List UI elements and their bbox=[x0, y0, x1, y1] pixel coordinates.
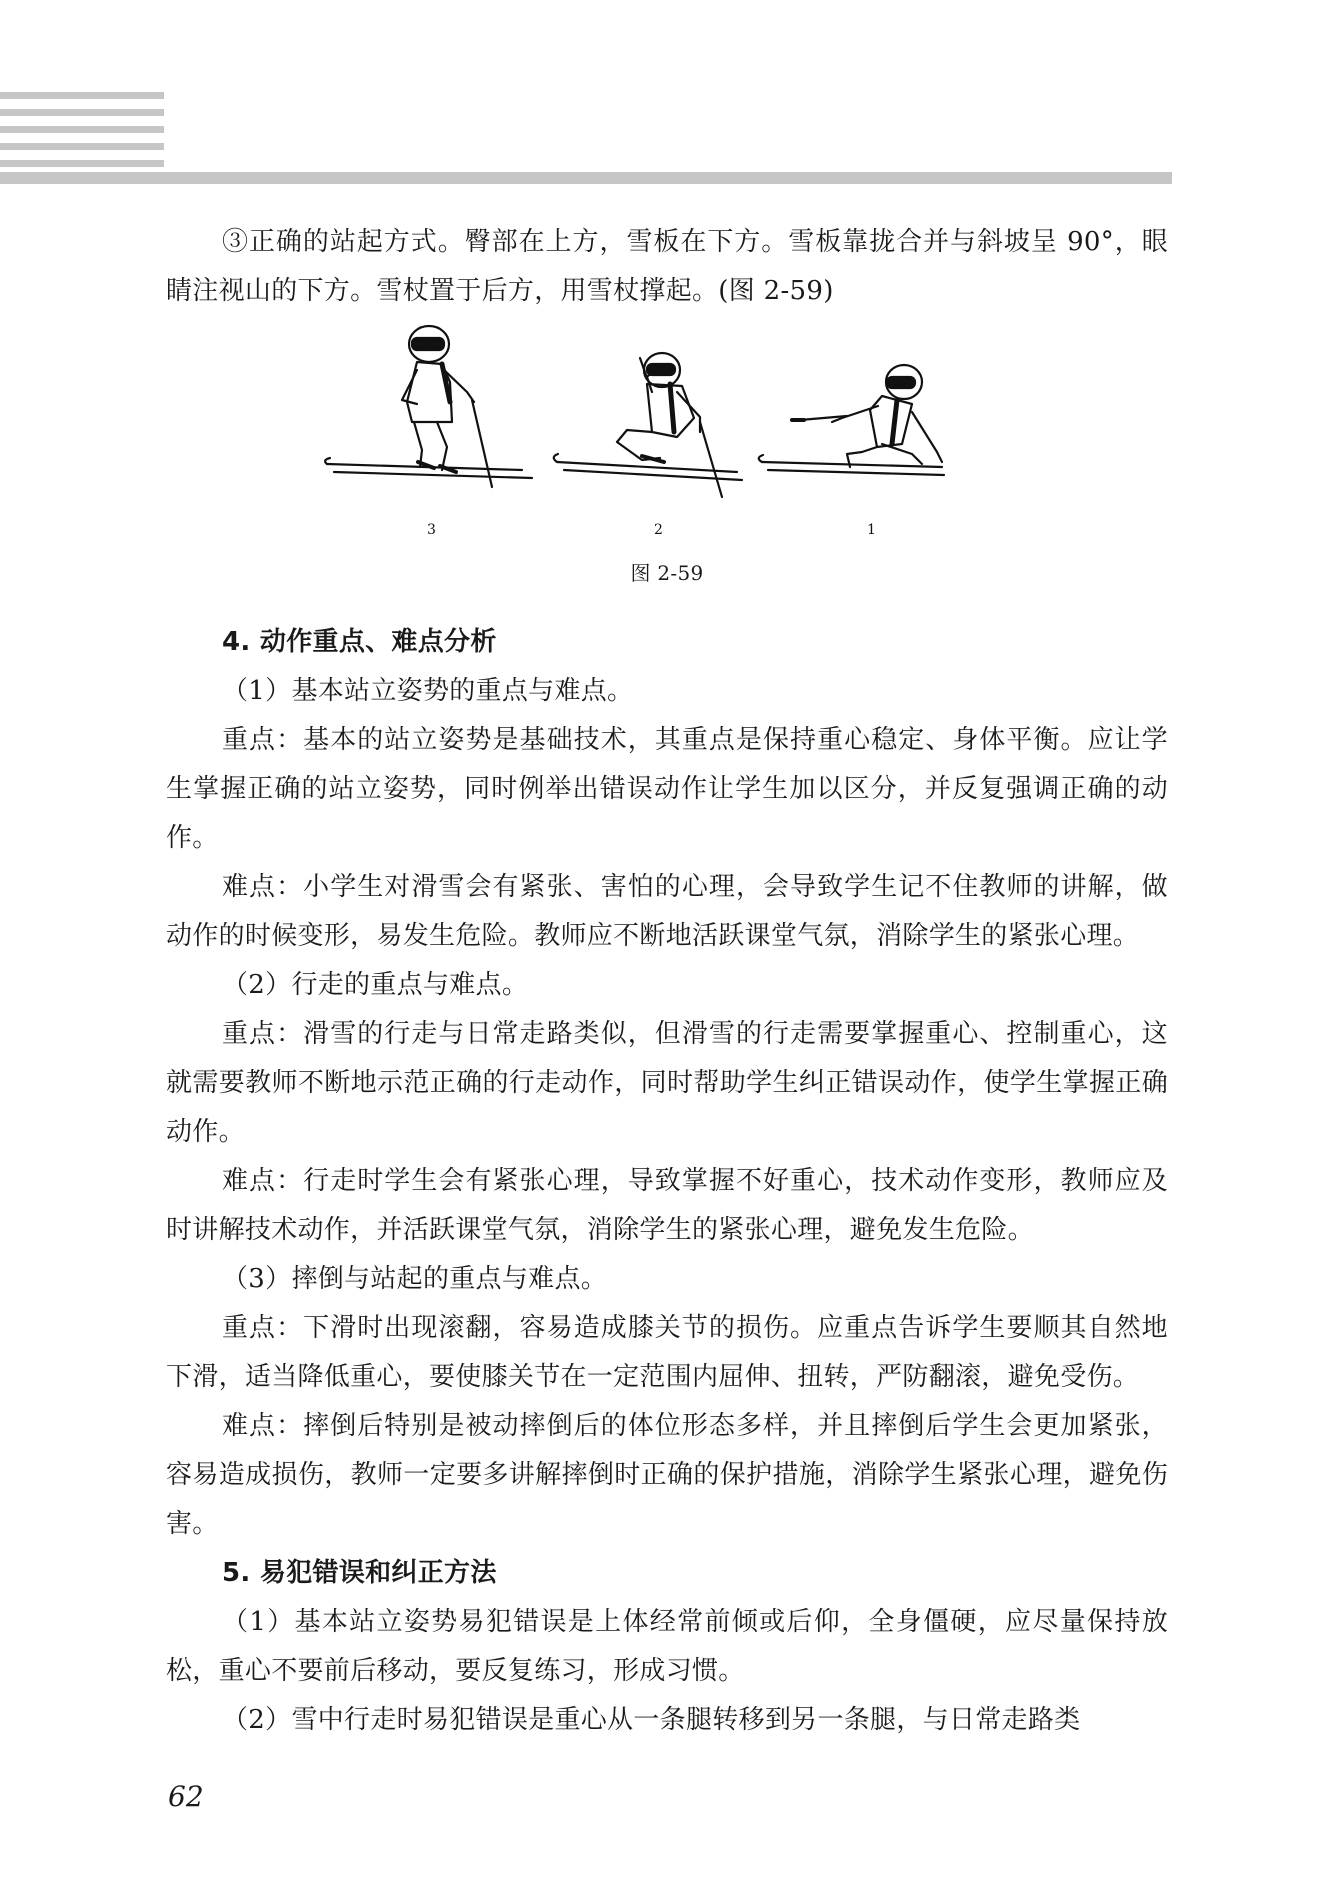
paragraph: （1）基本站立姿势的重点与难点。 bbox=[222, 676, 634, 706]
header-stripe bbox=[0, 92, 164, 99]
panel-label: 3 bbox=[427, 522, 437, 538]
page-body bbox=[166, 218, 1168, 1745]
header-stripe bbox=[0, 109, 164, 116]
section-heading: 4. 动作重点、难点分析 bbox=[222, 627, 497, 657]
skier-panel-1 bbox=[759, 365, 944, 475]
figure-2-59 bbox=[166, 322, 1168, 616]
paragraph: ③正确的站起方式。臀部在上方，雪板在下方。雪板靠拢合并与斜坡呈 90°，眼睛注视山的下方。雪杖置于后方，用雪杖撑起。(图 2-59) bbox=[166, 227, 1168, 306]
paragraph: 重点：滑雪的行走与日常走路类似，但滑雪的行走需要掌握重心、控制重心，这就需要教师不断地示范正确的行走动作，同时帮助学生纠正错误动作，使学生掌握正确动作。 bbox=[166, 1019, 1168, 1147]
header-stripe bbox=[0, 160, 164, 167]
panel-label: 1 bbox=[867, 522, 877, 538]
page-number: 62 bbox=[168, 1780, 204, 1813]
paragraph: 重点：基本的站立姿势是基础技术，其重点是保持重心稳定、身体平衡。应让学生掌握正确的站立姿势，同时例举出错误动作让学生加以区分，并反复强调正确的动作。 bbox=[166, 725, 1168, 853]
panel-label: 2 bbox=[654, 522, 664, 538]
paragraph: 难点：摔倒后特别是被动摔倒后的体位形态多样，并且摔倒后学生会更加紧张，容易造成损伤，教师一定要多讲解摔倒时正确的保护措施，消除学生紧张心理，避免伤害。 bbox=[166, 1411, 1168, 1539]
skier-panel-2 bbox=[554, 353, 742, 497]
paragraph: 难点：行走时学生会有紧张心理，导致掌握不好重心，技术动作变形，教师应及时讲解技术动作，并活跃课堂气氛，消除学生的紧张心理，避免发生危险。 bbox=[166, 1166, 1168, 1245]
paragraph: 重点：下滑时出现滚翻，容易造成膝关节的损伤。应重点告诉学生要顺其自然地下滑，适当降低重心，要使膝关节在一定范围内屈伸、扭转，严防翻滚，避免受伤。 bbox=[166, 1313, 1168, 1392]
header-stripe bbox=[0, 143, 164, 150]
header-stripe bbox=[0, 126, 164, 133]
paragraph: 难点：小学生对滑雪会有紧张、害怕的心理，会导致学生记不住教师的讲解，做动作的时候变形，易发生危险。教师应不断地活跃课堂气氛，消除学生的紧张心理。 bbox=[166, 872, 1168, 951]
section-heading: 5. 易犯错误和纠正方法 bbox=[222, 1558, 497, 1588]
paragraph: （2）雪中行走时易犯错误是重心从一条腿转移到另一条腿，与日常走路类 bbox=[222, 1705, 1081, 1735]
paragraph: （3）摔倒与站起的重点与难点。 bbox=[222, 1264, 608, 1294]
skier-illustration bbox=[322, 322, 1022, 542]
paragraph: （2）行走的重点与难点。 bbox=[222, 970, 529, 1000]
figure-caption: 图 2-59 bbox=[630, 561, 704, 585]
skier-panel-3 bbox=[325, 326, 532, 487]
paragraph: （1）基本站立姿势易犯错误是上体经常前倾或后仰，全身僵硬，应尽量保持放松，重心不要前后移动，要反复练习，形成习惯。 bbox=[166, 1607, 1168, 1686]
header-rule bbox=[0, 172, 1172, 184]
